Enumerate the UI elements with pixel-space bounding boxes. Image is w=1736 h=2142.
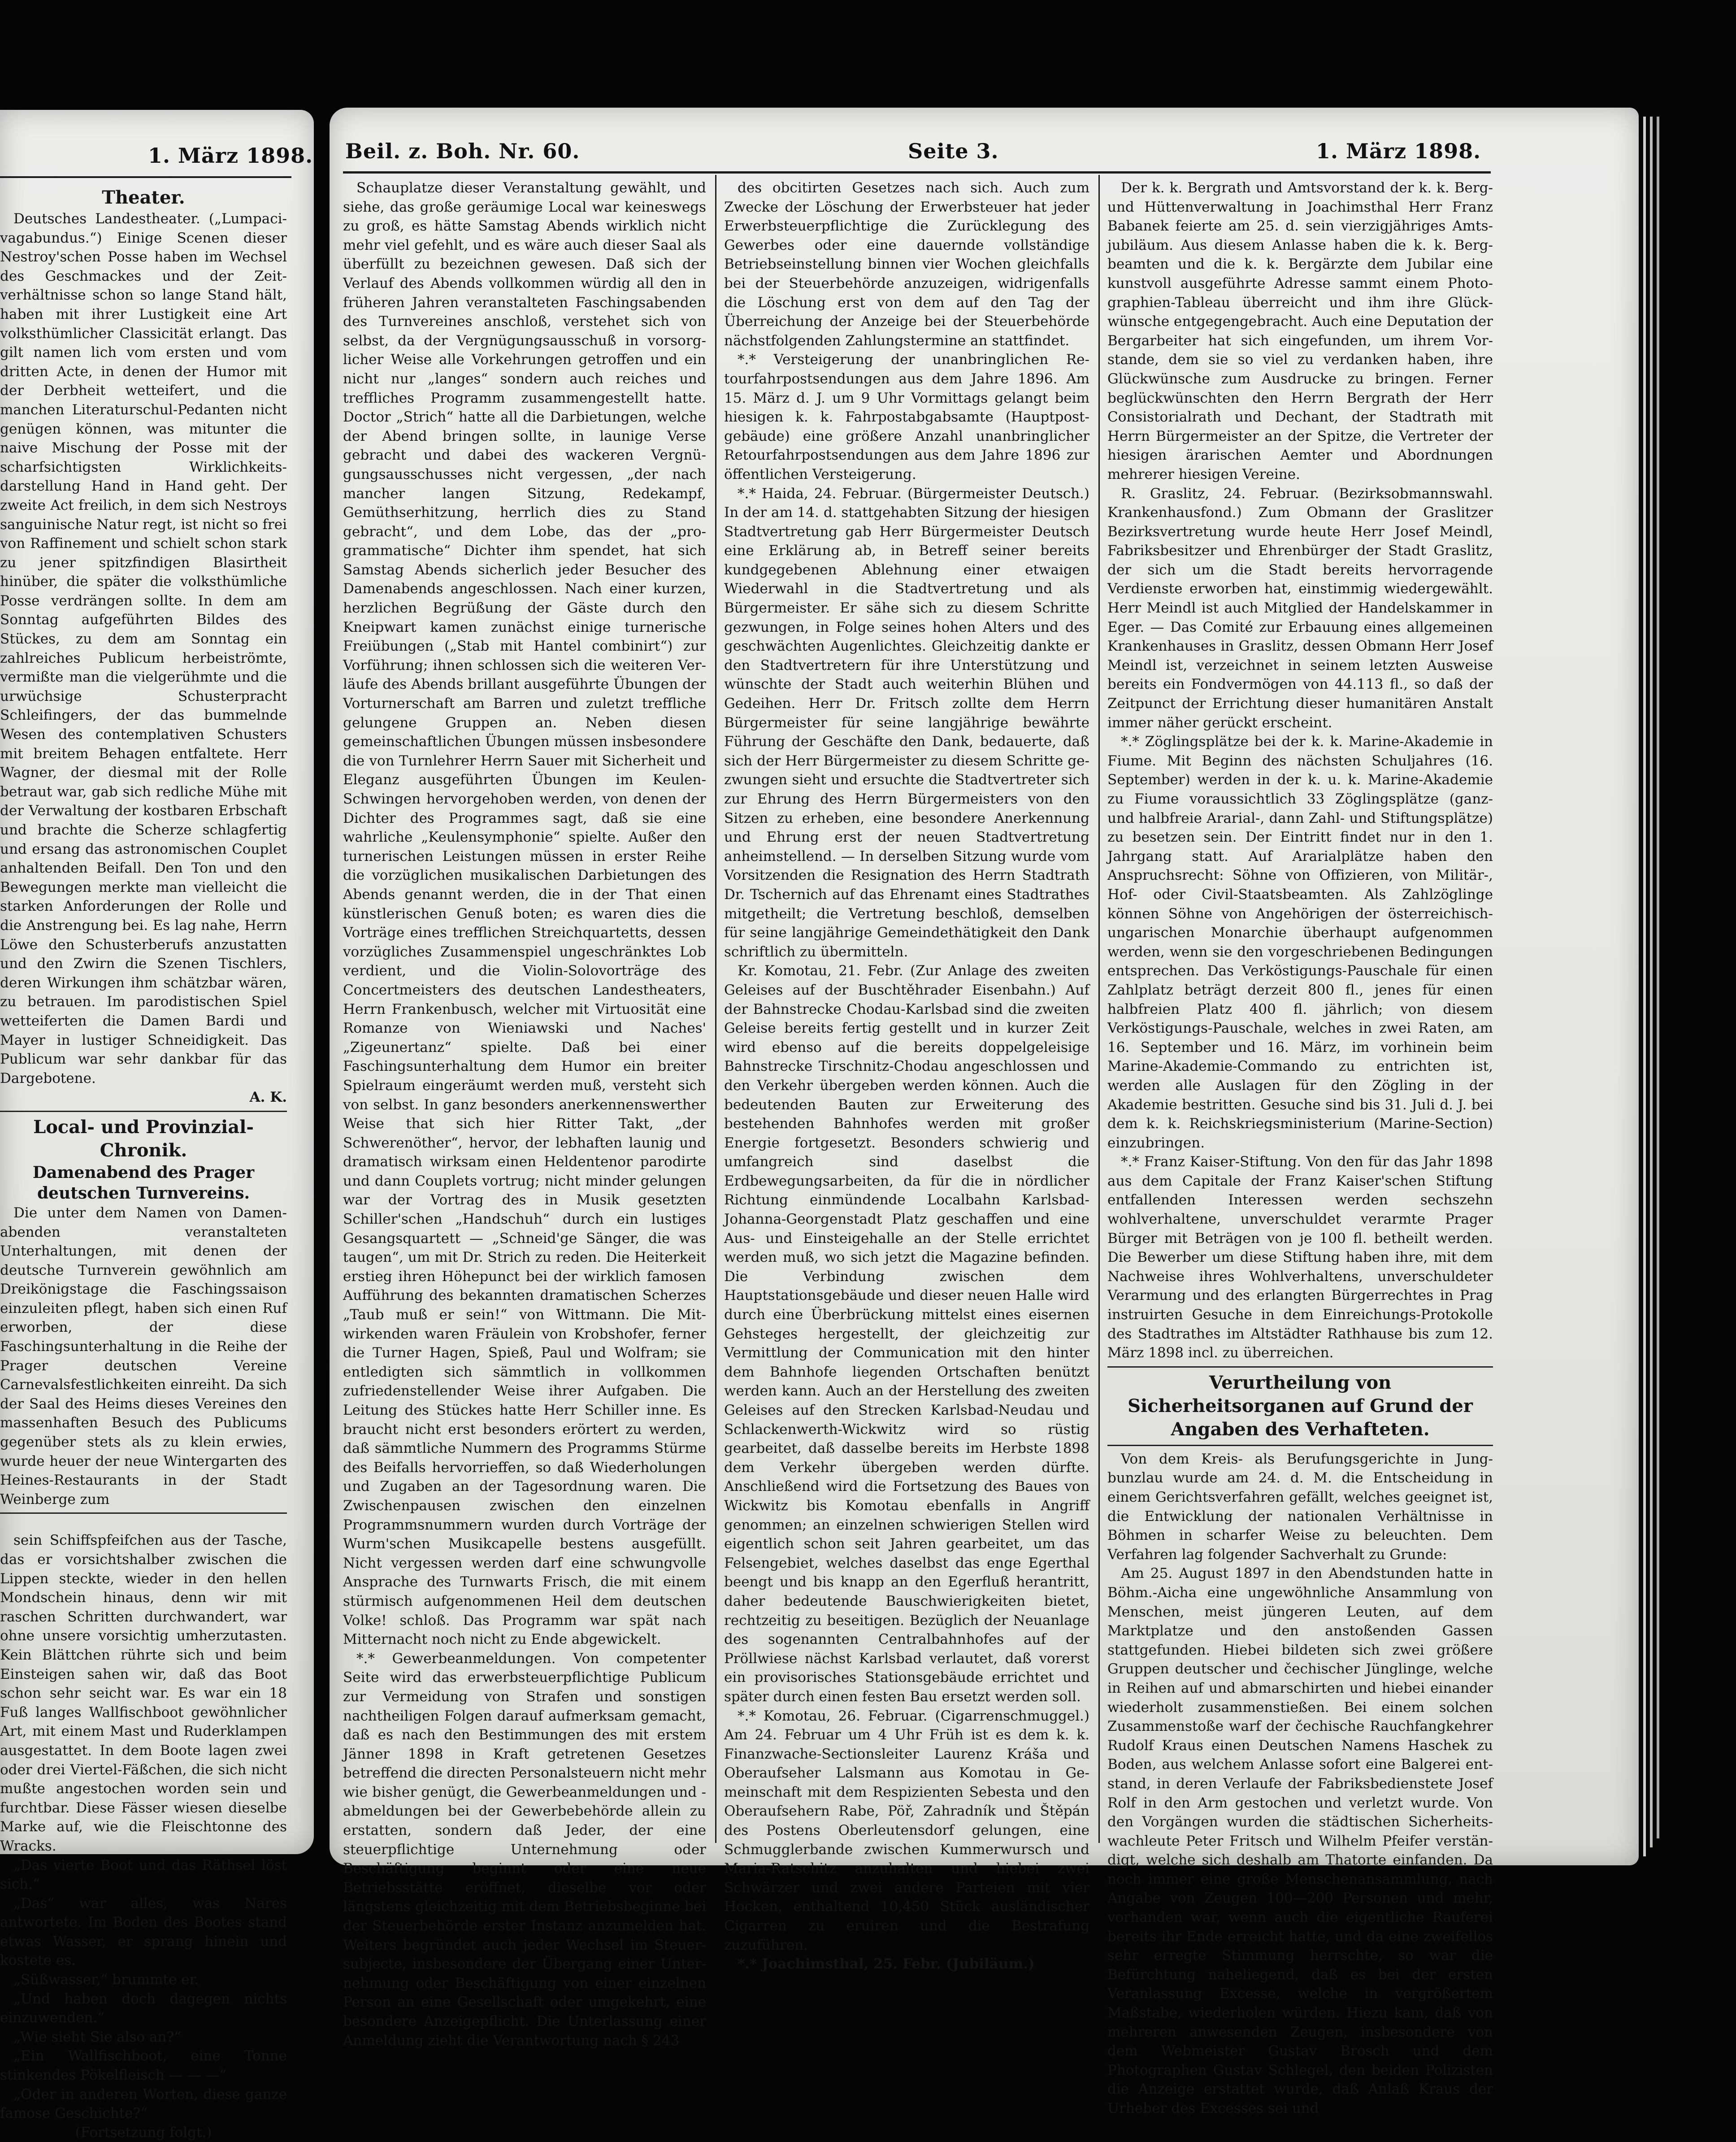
column-b xyxy=(724,178,1089,1973)
left-header-rule xyxy=(0,176,291,178)
column-c xyxy=(1107,178,1493,2116)
feuilleton-text-2: „Das vierte Boot und das Räthsel löst sich.“ xyxy=(0,1857,287,1893)
article-divider xyxy=(1107,1366,1493,1368)
continued-note: (Fortsetzung folgt.) xyxy=(75,2124,212,2141)
article-divider-bottom xyxy=(1107,1445,1493,1446)
feuilleton-text-3: „Das“ war alles, was Nares antwortete. Im Boden des Bootes stand etwas Wasser, er sprang hinein und kostete es. xyxy=(0,1895,287,1969)
page-edge xyxy=(1650,117,1653,1847)
komotau-schmuggel-text: *.* Komotau, 26. Februar. (Cigarrenschmuggel.) Am 24. Februar um 4 Uhr Früh ist es dem k. k. Finanzwache-Sectionsleiter Laurenz Kráša und Oberaufseher Lalsmann aus Komotau in Gemeinschaft mit dem Respizienten Sebesta und den Oberaufsehern Rabe, Pöř, Zahradník und Štěpán des Postens Oberleutensdorf gelungen, eine Schmugglerbande zwischen Kummerwursch und Maria-Ratschitz anzuhalten und hiebei zwei Schwärzer und zwei andere Parteien mit vier Hocken, enthaltend 10,450 Stück ausländischer Cigarren zu eruiren und die Bestrafung zuzuführen. xyxy=(724,1708,1089,1953)
versteigerung-text: *.* Versteigerung der unanbringlichen Retourfahrpostsendungen aus dem Jahre 1896. Am 15. März d. J. um 9 Uhr Vormittags gelangt beim hiesigen k. k. Fahrpostabgabsamte (Hauptpostgebäude) eine größere Anzahl unanbringlicher Retourfahrpostsendungen aus dem Jahre 1896 zur öffentlichen Versteigerung. xyxy=(724,352,1089,482)
gewerbeanmeldungen-text: *.* Gewerbeanmeldungen. Von competenter Seite wird das erwerbsteuerpflichtige Publicum zur Vermeidung von Strafen und sonstigen nachtheiligen Folgen darauf aufmerksam gemacht, daß es nach den Bestimmungen des mit erstem Jänner 1898 in Kraft getretenen Gesetzes betreffend die directen Personalsteuern nicht mehr wie bisher genügt, die Gewerbeanmeldungen und -abmeldungen bei der Gewerbebehörde allein zu erstatten, sondern daß Jeder, der eine steuerpflichtige Unternehmung oder Beschäftigung beginnt oder eine neue Betriebsstätte eröffnet, dieselbe vor oder längstens gleichzeitig mit dem Betriebsbeginne bei der Steuerbehörde erster Instanz anzumelden hat. Weiters begründet auch jeder Wechsel im Steuersubjecte, insbesondere der Übergang einer Unternehmung oder Beschäftigung von einer einzelnen Person an eine Gesellschaft oder umgekehrt, eine besondere Anzeigepflicht. Die Unterlassung einer Anmeldung zieht die Verantwortung nach § 243 xyxy=(343,1650,706,2049)
feuilleton-text-6: „Wie sieht Sie also an?“ xyxy=(13,2029,181,2045)
haida-text: *.* Haida, 24. Februar. (Bürgermeister Deutsch.) In der am 14. d. stattgehabten Sitzung der hiesigen Stadtvertretung gab Herr Bürgermeister Deutsch eine Erklärung ab, in Betreff seiner bereits kundgegebenen Ablehnung einer etwaigen Wiederwahl in die Stadtvertretung und als Bürgermeister. Er sähe sich zu diesem Schritte gezwungen, in Folge seines hohen Alters und des geschwächten Augenlichtes. Gleichzeitig dankte er den Stadtvertretern für ihre Unterstützung und wünschte der Stadt auch weiterhin Blühen und Gedeihen. Herr Dr. Fritsch zollte dem Herrn Bürgermeister für seine langjährige bewährte Führung der Geschäfte den Dank, bedauerte, daß sich der Herr Bürgermeister zu diesem Schritte gezwungen sieht und ersuchte die Stadtvertreter sich zur Ehrung des Herrn Bürgermeisters von den Sitzen zu erheben, eine besondere Anerkennung und Ehrung erst der neuen Stadtvertretung anheimstellend. — In derselben Sitzung wurde vom Vorsitzenden die Resignation des Herrn Stadtrath Dr. Tschernich auf das Ehrenamt eines Stadtrathes mitgetheilt; die Vertretung beschloß, demselben für seine langjährige Gemeindethätigkeit den Dank schriftlich zu übermitteln. xyxy=(724,485,1089,960)
feuilleton-text-8: „Oder in anderen Worten, diese ganze famose Geschichte?“ xyxy=(0,2086,287,2122)
feuilleton-divider xyxy=(0,1512,287,1514)
column-rule-2 xyxy=(1098,175,1100,1843)
feuilleton-text-7: „Ein Wallfischboot, eine Tonne stinkendes Pökelfleisch — — —“ xyxy=(0,2048,287,2084)
page-edge xyxy=(1643,117,1646,1856)
damenabend-text: Die unter dem Namen von Damenabenden veranstalteten Unterhaltungen, mit denen der deutsche Turnverein gewöhnlich am Dreikönigstage die Faschingssaison einzuleiten pflegt, haben sich einen Ruf erworben, der diese Faschingsunterhaltung in die Reihe der Prager deutschen Vereine Carnevalsfestlichkeiten einreiht. Da sich der Saal des Heims dieses Vereines den massenhaften Besuch des Publicums gegenüber stets als zu klein erwies, wurde heuer der neue Wintergarten des Heines-Restaurants in der Stadt Weinberge zum xyxy=(0,1204,287,1508)
turnverein-report-text: Schauplatze dieser Veranstaltung gewählt, und siehe, das große geräumige Local war keineswegs zu groß, es hätte Samstag Abends wirklich nicht mehr viel gefehlt, und es wäre auch dieser Saal als überfüllt zu bezeichnen gewesen. Daß sich der Verlauf des Abends vollkommen würdig all den in früheren Jahren veranstalteten Faschingsabenden des Turnvereines anschloß, verstehet sich von selbst, da der Vergnügungsausschuß in vorsorglicher Weise alle Vorkehrungen getroffen und ein nicht nur „langes“ sondern auch reiches und treffliches Programm zusammengestellt hatte. Doctor „Strich“ hatte all die Darbietungen, welche der Abend bringen sollte, in launige Verse gebracht und dabei des wackeren Vergnügungsausschusses nicht vergessen, „der nach mancher langen Sitzung, Redekampf, Gemüthserhitzung, herrlich dies zu Stand gebracht“, und dem Lobe, das der „programmatische“ Dichter ihm spendet, hat sich Samstag Abends sicherlich jeder Besucher des Damenabends angeschlossen. Nach einer kurzen, herzlichen Begrüßung der Gäste durch den Kneipwart kamen zunächst einige turnerische Freiübungen („Stab mit Hantel combinirt“) zur Vorführung; ihnen schlossen sich die weiteren Verläufe des Abends brillant ausgeführte Übungen der Vorturnerschaft am Barren und zuletzt treffliche gelungene Gruppen an. Neben diesen gemeinschaftlichen Übungen müssen insbesondere die von Turnlehrer Herrn Sauer mit Sicherheit und Eleganz ausgeführten Übungen im Keulen-Schwingen hervorgehoben werden, von denen der Dichter des Programmes sagt, daß sie eine wahrliche „Keulensymphonie“ spielte. Außer den turnerischen Leistungen müssen in erster Reihe die vorzüglichen musikalischen Darbietungen des Abends genannt werden, die in der That einen künstlerischen Genuß boten; es waren dies die Vorträge eines trefflichen Streichquartetts, dessen vorzügliches Zusammenspiel ungeschränktes Lob verdient, und die Violin-Solovorträge des Concertmeisters des deutschen Landestheaters, Herrn Frankenbusch, welcher mit Virtuosität eine Romanze von Wieniawski und Naches' „Zigeunertanz“ spielte. Daß bei einer Faschingsunterhaltung dem Humor ein breiter Spielraum eingeräumt werden muß, versteht sich von selbst. In ganz besonders anerkennenswerther Weise that sich hier Ritter Takt, „der Schwerenöther“, hervor, der lebhaften launig und dramatisch wirksam einen Heldentenor parodirte und dann Couplets vortrug; nicht minder gelungen war der Vortrag des in Musik gesetzten Schiller'schen „Handschuh“ durch ein lustiges Gesangsquartett — „Schneid'ge Sänger, die was taugen“, um mit Dr. Strich zu reden. Die Heiterkeit erstieg ihren Höhepunct bei der wirklich famosen Aufführung des bekannten dramatischen Scherzes „Taub muß er sein!“ von Wittmann. Die Mitwirkenden waren Fräulein von Krobshofer, ferner die Turner Hagen, Spieß, Paul und Wolfram; sie entledigten sich sämmtlich in vollkommen zufriedenstellender Weise ihrer Aufgaben. Die Leitung des Stückes hatte Herr Schiller inne. Es braucht nicht erst besonders erörtert zu werden, daß sämmtliche Nummern des Programms Stürme des Beifalls hervorrieffen, so daß Wiederholungen und Zugaben an der Tagesordnung waren. Die Zwischenpausen zwischen den einzelnen Programmsnummern wurden durch Vorträge der Wurm'schen Musikcapelle bestens ausgefüllt. Nicht vergessen werden darf eine schwungvolle Ansprache des Turnwarts Frisch, die mit einem stürmisch aufgenommenen Heil dem deutschen Volke! schloß. Das Programm war spät nach Mitternacht noch nicht zu Ende abgewickelt. xyxy=(343,180,706,1648)
local-chronicle-heading: Local- und Provinzial-Chronik. xyxy=(33,1116,254,1161)
steuer-continuation-text: des obcitirten Gesetzes nach sich. Auch zum Zwecke der Löschung der Erwerbsteuer hat jeder Erwerbsteuerpflichtige die Zurücklegung des Gewerbes oder eine dauernde vollständige Betriebseinstellung binnen vier Wochen gleichfalls bei der Steuerbehörde anzuzeigen, widrigenfalls die Löschung erst von dem auf den Tag der Überreichung der Anzeige bei der Steuerbehörde nächstfolgenden Zahlungstermine an stattfindet. xyxy=(724,180,1089,349)
feuilleton-text-1: sein Schiffspfeifchen aus der Tasche, das er vorsichtshalber zwischen die Lippen steckte, wieder in den hellen Mondschein hinaus, denn wir mit raschen Schritten durchwandert, war ohne unsere vorsichtig umherzutasten. Kein Blättchen rührte sich und beim Einsteigen sahen wir, daß das Boot schon sehr seicht war. Es war ein 18 Fuß langes Wallfischboot gewöhnlicher Art, mit einem Mast und Ruderklampen ausgestattet. In dem Boote lagen zwei oder drei Viertel-Fäßchen, die sich nicht mußte angestochen worden sein und furchtbar. Diese Fässer wiesen dieselbe Marke auf, wie die Fleischtonne des Wracks. xyxy=(0,1532,287,1854)
header-rule xyxy=(343,171,1491,174)
feuilleton-text-4: „Süßwasser,“ brummte er. xyxy=(13,1972,199,1988)
supplement-number: Beil. z. Boh. Nr. 60. xyxy=(345,139,580,163)
theater-review-text: Deutsches Landestheater. („Lumpacivagabundus.“) Einige Scenen dieser Nestroy'schen Posse haben im Wechsel des Geschmackes und der Zeitverhältnisse schon so lange Stand hält, haben mit ihrer Lustigkeit eine Art volksthümlicher Classicität erlangt. Das gilt namen lich vom ersten und vom dritten Acte, in denen der Humor mit der Derbheit wetteifert, und die manchen Literaturschul-Pedanten nicht genügen können, was mitunter die naive Mischung der Posse mit der scharfsichtigsten Wirklichkeitsdarstellung Hand in Hand geht. Der zweite Act freilich, in dem sich Nestroys sanguinische Natur regt, ist nicht so frei von Raffinement und schielt schon stark zu jener spitzfindigen Blasirtheit hinüber, die später die volksthümliche Posse verdrängen sollte. In dem am Sonntag aufgeführten Bildes des Stückes, zu dem am Sonntag ein zahlreiches Publicum herbeiströmte, vermißte man die vielgerühmte und die urwüchsige Schusterpracht Schleifingers, der das bummelnde Wesen des contemplativen Schusters mit breitem Behagen entfaltete. Herr Wagner, der diesmal mit der Rolle betraut war, gab sich redliche Mühe mit der Verwaltung der kostbaren Erbschaft und brachte die Scherze schlagfertig und ersang das astronomischen Couplet anhaltenden Beifall. Den Ton und den Bewegungen merkte man vielleicht die starken Anforderungen der Rolle und die Anstrengung bei. Es lag nahe, Herrn Löwe den Schusterberufs anzustatten und den Zwirn die Szenen Tischlers, deren Wirkungen ihm schätzbar wären, zu betrauen. Im parodistischen Spiel wetteiferten die Damen Bardi und Mayer in lustiger Schneidigkeit. Das Publicum war sehr dankbar für das Dargebotene. xyxy=(0,211,287,1086)
theater-signature: A. K. xyxy=(249,1089,287,1106)
column-rule-1 xyxy=(715,175,716,1843)
damenabend-heading: Damenabend des Prager deutschen Turnvereins. xyxy=(32,1163,255,1203)
joachimsthal-heading: *.* Joachimsthal, 25. Febr. (Jubiläum.) xyxy=(738,1956,1035,1973)
marine-akademie-text: *.* Zöglingsplätze bei der k. k. Marine-Akademie in Fiume. Mit Beginn des nächsten Schuljahres (16. September) werden in der k. u. k. Marine-Akademie zu Fiume voraussichtlich 33 Zöglingsplätze (ganz- und halbfreie Ararial-, dann Zahl- und Stiftungsplätze) zu besetzen sein. Der Eintritt findet nur in den 1. Jahrgang statt. Auf Ararialplätze haben den Anspruchsrecht: Söhne von Offizieren, von Militär-, Hof- oder Civil-Staatsbeamten. Als Zahlzöglinge können Söhne von Angehörigen der österreichisch-ungarischen Monarchie überhaupt aufgenommen werden, wenn sie den vorgeschriebenen Bedingungen entsprechen. Das Verköstigungs-Pauschale für einen Zahlplatz beträgt derzeit 800 fl., jenes für einen halbfreien Platz 400 fl. jährlich; von diesem Verköstigungs-Pauschale, welches in zwei Raten, am 16. September und 16. März, im vorhinein beim Marine-Akademie-Commando zu entrichten ist, werden alle Auslagen für den Zögling in der Akademie bestritten. Gesuche sind bis 31. Juli d. J. bei dem k. k. Reichskriegsministerium (Marine-Section) einzubringen. xyxy=(1107,734,1493,1151)
page-number: Seite 3. xyxy=(908,139,999,163)
kaiser-stiftung-text: *.* Franz Kaiser-Stiftung. Von den für das Jahr 1898 aus dem Capitale der Franz Kaiser'schen Stiftung entfallenden Interessen werden sechszehn wohlverhaltene, unverschuldet verarmte Prager Bürger mit Beträgen von je 100 fl. betheilt werden. Die Bewerber um diese Stiftung haben ihre, mit dem Nachweise ihres Wohlverhaltens, unverschuldeter Verarmung und des erlangten Bürgerrechtes in Prag instruirten Gesuche in dem Einreichungs-Protokolle des Stadtrathes im Altstädter Rathhause bis zum 12. März 1898 incl. zu überreichen. xyxy=(1107,1154,1493,1361)
joachimsthal-text: Der k. k. Bergrath und Amtsvorstand der k. k. Berg- und Hüttenverwaltung in Joachimsthal Herr Franz Babanek feierte am 25. d. sein vierzigjähriges Amtsjubiläum. Aus diesem Anlasse haben die k. k. Bergbeamten und die k. k. Bergärzte dem Jubilar eine kunstvoll ausgeführte Adresse sammt einem Photographien-Tableau überreicht und ihm ihre Glückwünsche entgegengebracht. Auch eine Deputation der Bergarbeiter hat sich eingefunden, um ihrem Vorstande, dem sie so viel zu verdanken haben, ihre Glückwünsche zum Ausdrucke zu bringen. Ferner beglückwünschten den Herrn Bergrath der Herr Consistorialrath und Dechant, der Stadtrath mit Herrn Bürgermeister an der Spitze, die Vertreter der hiesigen ärarischen Aemter und Abordnungen mehrerer hiesigen Vereine. xyxy=(1107,180,1493,482)
left-page-header-date: 1. März 1898. xyxy=(148,143,313,168)
issue-date: 1. März 1898. xyxy=(1316,139,1481,163)
theater-heading: Theater. xyxy=(102,187,185,208)
page-edge xyxy=(1657,117,1659,1838)
left-page xyxy=(0,110,314,2141)
verurtheilung-text: Am 25. August 1897 in den Abendstunden hatte in Böhm.-Aicha eine ungewöhnliche Ansammlung von Menschen, meist jüngeren Leuten, auf dem Marktplatze und den anstoßenden Gassen stattgefunden. Hiebei bildeten sich zwei größere Gruppen deutscher und čechischer Jünglinge, welche in Reihen auf und abmarschirten und hiebei einander wiederholt zusammenstießen. Bei einem solchen Zusammenstoße warf der čechische Rauchfangkehrer Rudolf Kraus einen Deutschen Namens Haschek zu Boden, aus welchem Anlasse sofort eine Balgerei entstand, in deren Verlaufe der Fabriksbedienstete Josef Rolf in den Arm gestochen und verletzt wurde. Von den Vorgängen wurden die städtischen Sicherheitswachleute Peter Fritsch und Wilhelm Pfeifer verständigt, welche sich deshalb am Thatorte einfanden. Da noch immer eine große Menschenansammlung, nach Angabe von Zeugen 100—200 Personen und mehr, vorhanden war, wenn auch die eigentliche Rauferei bereits ihr Ende erreicht hatte, und da eine zweifellos sehr erregte Stimmung herrschte, so war die Befürchtung naheliegend, daß es bei der ersten Veranlassung Excesse, welche in vergrößertem Maßstabe, wiederholen würden. Hiezu kam, daß von mehreren anwesenden Zeugen, insbesondere von dem Webmeister Gustav Brosch und dem Photographen Gustav Schlegel, den beiden Polizisten die Anzeige erstattet wurde, daß Anlaß Kraus der Urheber des Excesses sei und xyxy=(1107,1565,1493,2116)
column-a xyxy=(343,178,706,2049)
komotau-bahn-text: Kr. Komotau, 21. Febr. (Zur Anlage des zweiten Geleises auf der Buschtěhrader Eisenbahn.) Auf der Bahnstrecke Chodau-Karlsbad sind die zweiten Geleise bereits fertig gestellt und in kurzer Zeit wird ebenso auf die bereits doppelgeleisige Bahnstrecke Tirschnitz-Chodau angeschlossen und den Verkehr übergeben werden können. Auch die bedeutenden Bauten zur Erweiterung des bestehenden Bahnhofes werden mit großer Energie fortgesetzt. Besonders schwierig und umfangreich sind daselbst die Erdbewegungsarbeiten, da für die in nördlicher Richtung einmündende Localbahn Karlsbad-Johanna-Georgenstadt Platz geschaffen und eine Aus- und Einsteigehalle an der Stelle errichtet werden muß, wo sich jetzt die Magazine befinden. Die Verbindung zwischen dem Hauptstationsgebäude und dieser neuen Halle wird durch eine Überbrückung mittelst eines eisernen Gehsteges hergestellt, der gleichzeitig zur Vermittlung der Communication mit den hinter dem Bahnhofe liegenden Ortschaften benützt werden kann. Auch an der Herstellung des zweiten Geleises auf den Strecken Karlsbad-Neudau und Schlackenwerth-Wickwitz wird so rüstig gearbeitet, daß dasselbe bereits im Herbste 1898 dem Verkehr übergeben werden dürfte. Anschließend wird die Fortsetzung des Baues von Wickwitz bis Komotau ebenfalls in Angriff genommen; an einzelnen schwierigen Stellen wird eigentlich schon seit Jahren gearbeitet, um das Felsengebiet, welches daselbst das enge Egerthal beengt und bis knapp an den Egerfluß herantritt, daher bedeutende Bauschwierigkeiten bietet, rechtzeitig zu beseitigen. Bezüglich der Neuanlage des sogenannten Centralbahnhofes auf der Pröllwiese nächst Karlsbad verlautet, daß vorerst ein provisorisches Stationsgebäude errichtet und später durch einen festen Bau ersetzt werden soll. xyxy=(724,963,1089,1705)
right-page xyxy=(330,108,1639,2116)
section-divider xyxy=(0,1111,287,1112)
graslitz-text: R. Graslitz, 24. Februar. (Bezirksobmannswahl. Krankenhausfond.) Zum Obmann der Graslitzer Bezirksvertretung wurde heute Herr Josef Meindl, Fabriksbesitzer und Ehrenbürger der Stadt Graslitz, der sich um die Stadt bereits hervorragende Verdienste erworben hat, einstimmig wiedergewählt. Herr Meindl ist auch Mitglied der Handelskammer in Eger. — Das Comité zur Erbauung eines allgemeinen Krankenhauses in Graslitz, dessen Obmann Herr Josef Meindl ist, verzeichnet in seinem letzten Ausweise bereits ein Fondvermögen von 44.113 fl., so daß der Zeitpunct der Errichtung dieser humanitären Anstalt immer näher gerückt erscheint. xyxy=(1107,485,1493,731)
verurtheilung-intro: Von dem Kreis- als Berufungsgerichte in Jungbunzlau wurde am 24. d. M. die Entscheidung in einem Gerichtsverfahren gefällt, welches geeignet ist, die Entwicklung der nationalen Verhältnisse in Böhmen in scharfer Weise zu beleuchten. Dem Verfahren lag folgender Sachverhalt zu Grunde: xyxy=(1107,1451,1493,1563)
verurtheilung-heading: Verurtheilung von Sicherheitsorganen auf Grund der Angaben des Verhafteten. xyxy=(1128,1372,1473,1440)
feuilleton-text-5: „Und haben doch dagegen nichts einzuwenden.“ xyxy=(0,1990,287,2026)
left-article-column xyxy=(0,186,287,2141)
